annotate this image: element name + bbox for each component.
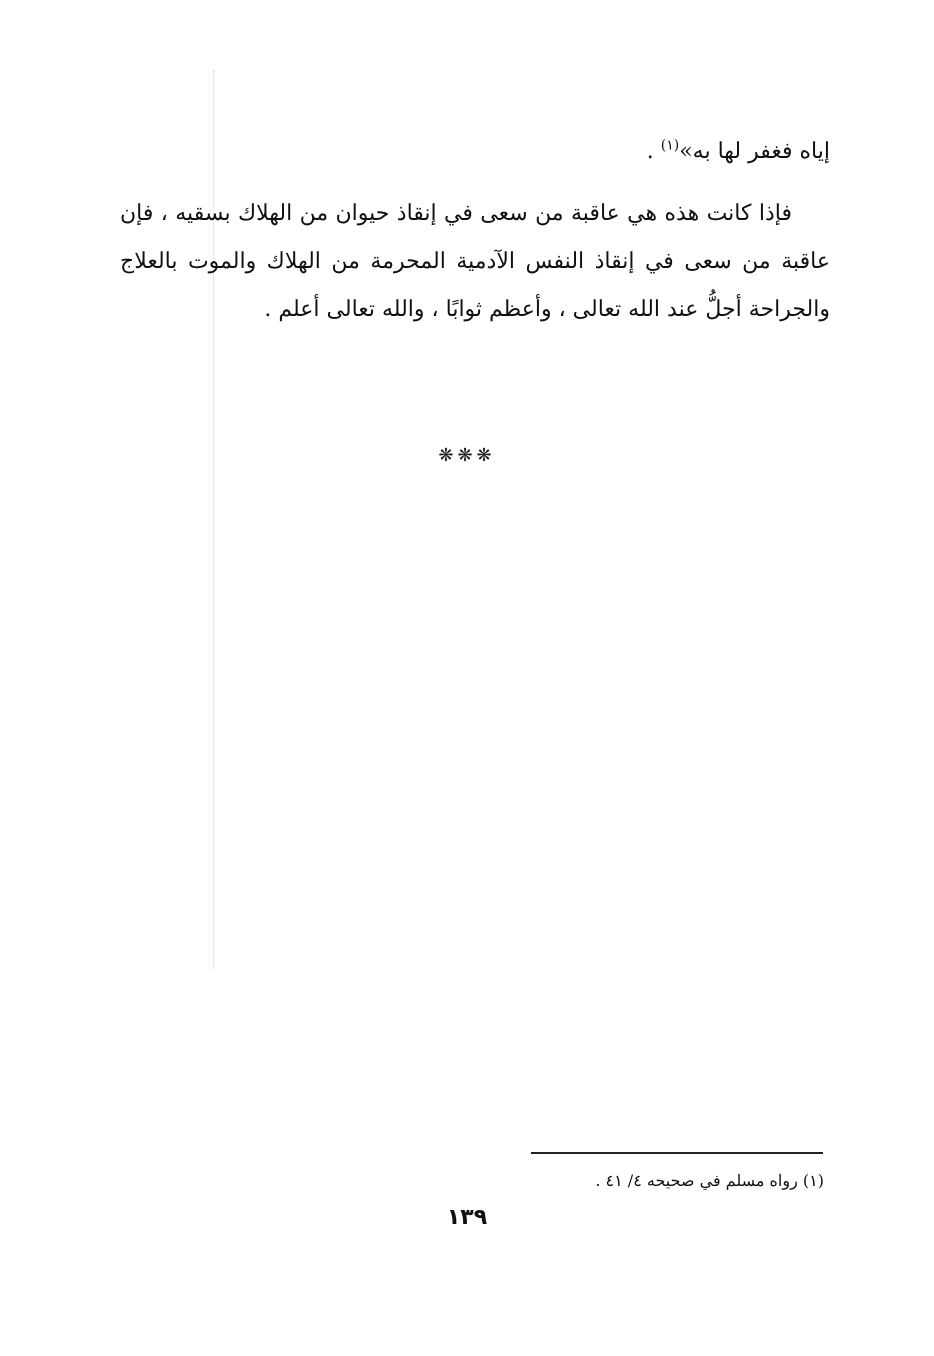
section-separator: ❋❋❋ — [438, 445, 496, 466]
footnote — [595, 1168, 824, 1194]
page-number: ١٣٩ — [446, 1205, 488, 1230]
opening-line-end: . — [646, 139, 661, 164]
footnote-divider — [531, 1152, 823, 1154]
body-paragraph — [120, 190, 830, 334]
footnote-text: (١) رواه مسلم في صحيحه ٤/ ٤١ . — [595, 1171, 824, 1190]
opening-line-text: إياه فغفر لها به» — [679, 139, 830, 164]
footnote-reference: (١) — [660, 137, 680, 154]
opening-line — [120, 128, 830, 176]
body-paragraph-text: فإذا كانت هذه هي عاقبة من سعى في إنقاذ حيوان من الهلاك بسقيه ، فإن عاقبة من سعى في إنقاذ النفس الآدمية المحرمة من الهلاك والموت بالعلاج والجراحة أجلُّ عند الله تعالى ، وأعظم ثوابًا ، والله تعالى أعلم . — [120, 201, 830, 322]
